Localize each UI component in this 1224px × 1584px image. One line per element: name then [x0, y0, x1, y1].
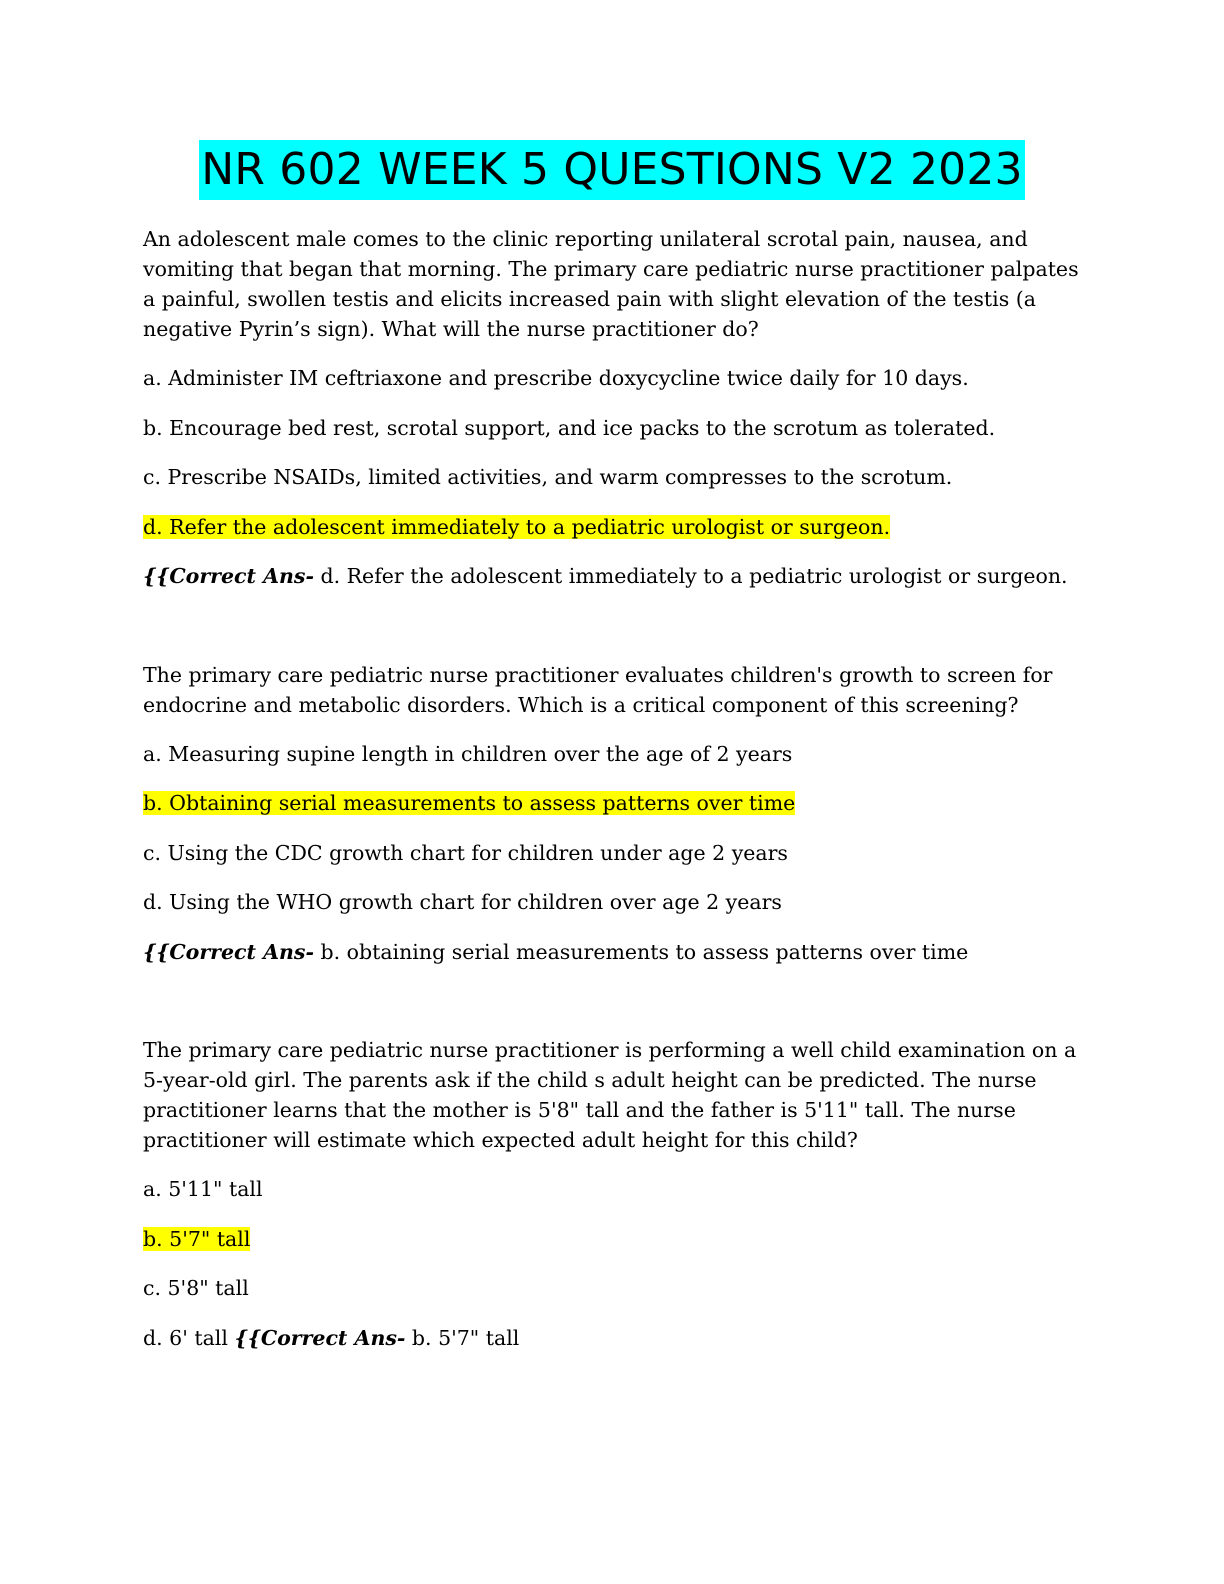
- option-d-with-answer: [143, 1323, 1093, 1353]
- option-b-highlighted: [143, 1224, 1093, 1254]
- title-container: [0, 140, 1224, 200]
- question-2: [143, 660, 1093, 967]
- correct-answer-text: d. Refer the adolescent immediately to a pediatric urologist or surgeon.: [313, 564, 1068, 588]
- option-a: a. 5'11" tall: [143, 1177, 263, 1201]
- question-stem: An adolescent male comes to the clinic reporting unilateral scrotal pain, nausea, and vomiting that began that morning. The primary care pediatric nurse practitioner palpates a painful, swollen testis and elicits increased pain with slight elevation of the testis (a negative Pyrin’s sign). What will the nurse practitioner do?: [143, 227, 1079, 341]
- option-d: d. Using the WHO growth chart for children over age 2 years: [143, 890, 782, 914]
- option-c: c. Prescribe NSAIDs, limited activities, and warm compresses to the scrotum.: [143, 465, 953, 489]
- page-title: NR 602 WEEK 5 QUESTIONS V2 2023: [199, 140, 1025, 200]
- option-c: c. Using the CDC growth chart for children under age 2 years: [143, 840, 788, 865]
- option-a: a. Measuring supine length in children over the age of 2 years: [143, 741, 793, 766]
- answer-highlight: b. 5'7" tall: [143, 1226, 251, 1251]
- option-b: b. Encourage bed rest, scrotal support, and ice packs to the scrotum as tolerated.: [143, 415, 996, 440]
- correct-answer-label: {{Correct Ans-: [143, 564, 314, 588]
- question-stem: The primary care pediatric nurse practitioner evaluates children's growth to screen for endocrine and metabolic disorders. Which is a critical component of this screening?: [143, 662, 1053, 717]
- question-3: [143, 1035, 1093, 1353]
- question-1: [143, 224, 1093, 591]
- question-spacer: [143, 611, 1093, 660]
- question-spacer: [143, 986, 1093, 1035]
- correct-answer-line: [143, 937, 1093, 967]
- correct-answer-label: {{Correct Ans-: [234, 1325, 406, 1350]
- option-a: a. Administer IM ceftriaxone and prescribe doxycycline twice daily for 10 days.: [143, 366, 969, 390]
- correct-answer-label: {{Correct Ans-: [143, 939, 314, 964]
- correct-answer-text: b. 5'7" tall: [405, 1325, 520, 1350]
- option-c: c. 5'8" tall: [143, 1276, 249, 1300]
- question-stem: The primary care pediatric nurse practitioner is performing a well child examination on a 5-year-old girl. The parents ask if the child s adult height can be predicted. The nurse practitioner learns that the mother is 5'8" tall and the father is 5'11" tall. The nurse practitioner will estimate which expected adult height for this child?: [143, 1038, 1077, 1152]
- option-b-highlighted: [143, 788, 1093, 818]
- answer-highlight: d. Refer the adolescent immediately to a pediatric urologist or surgeon.: [143, 514, 891, 539]
- answer-highlight: b. Obtaining serial measurements to assess patterns over time: [143, 791, 796, 815]
- option-d-highlighted: [143, 512, 1093, 542]
- document-body: [143, 224, 1093, 1372]
- correct-answer-line: [143, 561, 1093, 591]
- option-d: d. 6' tall: [143, 1325, 235, 1350]
- correct-answer-text: b. obtaining serial measurements to assess patterns over time: [313, 939, 969, 964]
